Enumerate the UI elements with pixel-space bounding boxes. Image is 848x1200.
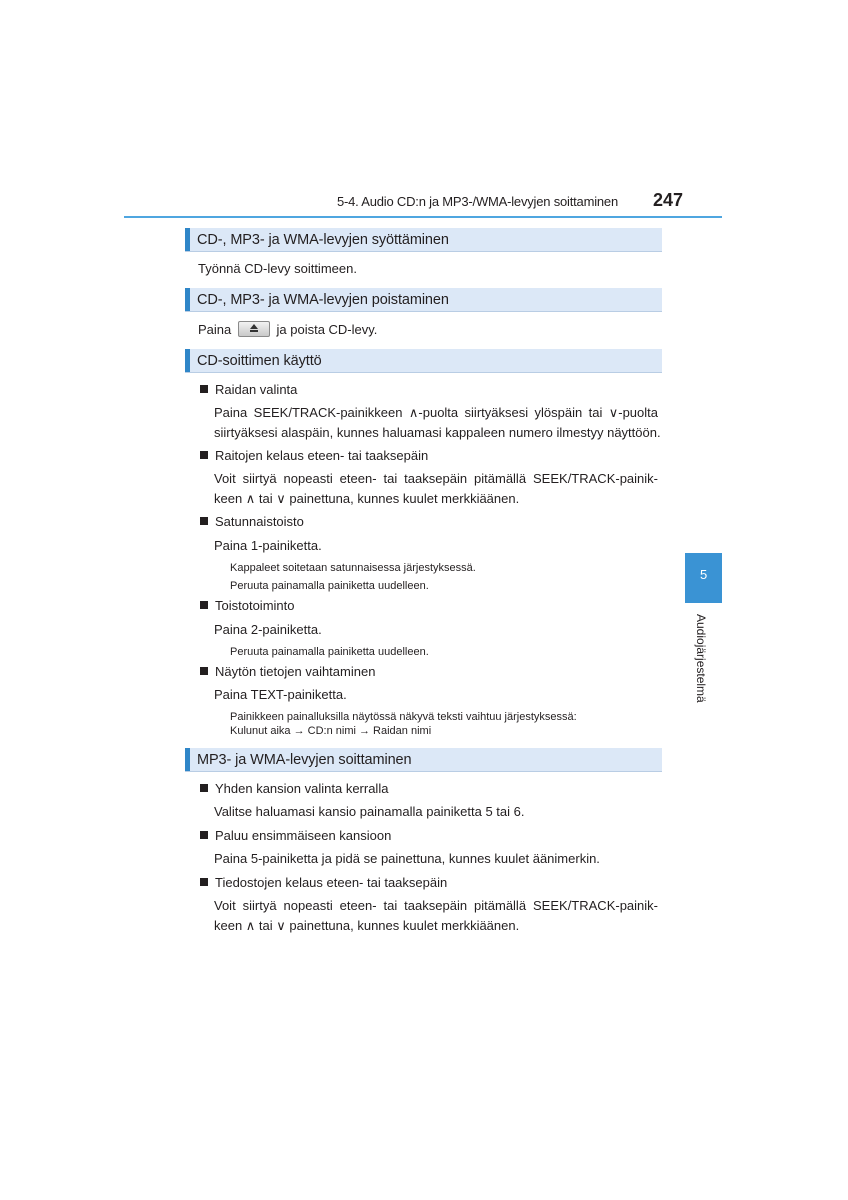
subheading-folder-select <box>200 781 388 796</box>
subheading-repeat <box>200 598 294 613</box>
bullet-square-icon <box>200 831 208 839</box>
subheading-file-seek <box>200 875 447 890</box>
page-number: 247 <box>652 190 683 210</box>
subheading-text: Yhden kansion valinta kerralla <box>215 781 389 796</box>
subheading-text: Raidan valinta <box>215 382 298 397</box>
file-seek-line2: keen ∧ tai ∨ painettuna, kunnes kuulet merkkiäänen. <box>214 918 520 933</box>
fast-seek-line1: Voit siirtyä nopeasti eteen- tai taaksepäin pitämällä SEEK/TRACK-painik- <box>214 471 658 486</box>
eject-text-after: ja poista CD-levy. <box>276 322 378 337</box>
bullet-square-icon <box>200 451 208 459</box>
repeat-text: Paina 2-painiketta. <box>214 622 322 637</box>
chapter-number: 5 <box>700 567 708 582</box>
section-header-cd-player <box>185 349 662 373</box>
running-header-title: 5-4. Audio CD:n ja MP3-/WMA-levyjen soittaminen <box>336 194 618 209</box>
section-accent <box>185 288 190 311</box>
chapter-tab <box>685 553 722 603</box>
section-title: CD-, MP3- ja WMA-levyjen syöttäminen <box>197 232 449 248</box>
track-select-line2: siirtyäksesi alaspäin, kunnes haluamasi kappaleen numero ilmestyy näyttöön. <box>214 425 661 440</box>
section-header-mp3 <box>185 748 662 772</box>
subheading-first-folder <box>200 828 391 843</box>
display-text: Paina TEXT-painiketta. <box>214 687 347 702</box>
display-note-2: Kulunut aika → CD:n nimi → Raidan nimi <box>230 725 432 737</box>
section-accent <box>185 349 190 372</box>
subheading-random <box>200 514 304 529</box>
subheading-text: Näytön tietojen vaihtaminen <box>215 664 376 679</box>
header-rule <box>124 216 722 218</box>
eject-text-before: Paina <box>198 322 232 337</box>
chapter-label: Audiojärjestelmä <box>694 614 708 703</box>
bullet-square-icon <box>200 878 208 886</box>
bullet-square-icon <box>200 784 208 792</box>
fast-seek-line2: keen ∧ tai ∨ painettuna, kunnes kuulet merkkiäänen. <box>214 491 520 506</box>
random-note-1: Kappaleet soitetaan satunnaisessa järjestyksessä. <box>230 562 476 574</box>
repeat-note-1: Peruuta painamalla painiketta uudelleen. <box>230 646 429 658</box>
random-text: Paina 1-painiketta. <box>214 538 322 553</box>
eject-icon <box>238 321 270 337</box>
bullet-square-icon <box>200 517 208 525</box>
section-accent <box>185 228 190 251</box>
first-folder-text: Paina 5-painiketta ja pidä se painettuna, kunnes kuulet äänimerkin. <box>214 851 600 866</box>
subheading-text: Tiedostojen kelaus eteen- tai taaksepäin <box>215 875 448 890</box>
section-header-insert <box>185 228 662 252</box>
subheading-text: Raitojen kelaus eteen- tai taaksepäin <box>215 448 429 463</box>
subheading-fast-seek <box>200 448 428 463</box>
subheading-track-select <box>200 382 297 397</box>
section-title: MP3- ja WMA-levyjen soittaminen <box>197 752 412 768</box>
folder-select-text: Valitse haluamasi kansio painamalla painiketta 5 tai 6. <box>214 804 525 819</box>
section-title: CD-soittimen käyttö <box>197 353 322 369</box>
bullet-square-icon <box>200 667 208 675</box>
subheading-text: Toistotoiminto <box>215 598 295 613</box>
insert-text: Työnnä CD-levy soittimeen. <box>198 261 357 276</box>
subheading-display <box>200 664 375 679</box>
section-title: CD-, MP3- ja WMA-levyjen poistaminen <box>197 292 449 308</box>
subheading-text: Satunnaistoisto <box>215 514 304 529</box>
file-seek-line1: Voit siirtyä nopeasti eteen- tai taaksepäin pitämällä SEEK/TRACK-painik- <box>214 898 658 913</box>
bullet-square-icon <box>200 601 208 609</box>
section-header-eject <box>185 288 662 312</box>
eject-text <box>198 321 377 337</box>
display-note-1: Painikkeen painalluksilla näytössä näkyvä teksti vaihtuu järjestyksessä: <box>230 711 577 723</box>
random-note-2: Peruuta painamalla painiketta uudelleen. <box>230 580 429 592</box>
subheading-text: Paluu ensimmäiseen kansioon <box>215 828 392 843</box>
track-select-line1: Paina SEEK/TRACK-painikkeen ∧-puolta siirtyäksesi ylöspäin tai ∨-puolta <box>214 405 658 420</box>
section-accent <box>185 748 190 771</box>
bullet-square-icon <box>200 385 208 393</box>
